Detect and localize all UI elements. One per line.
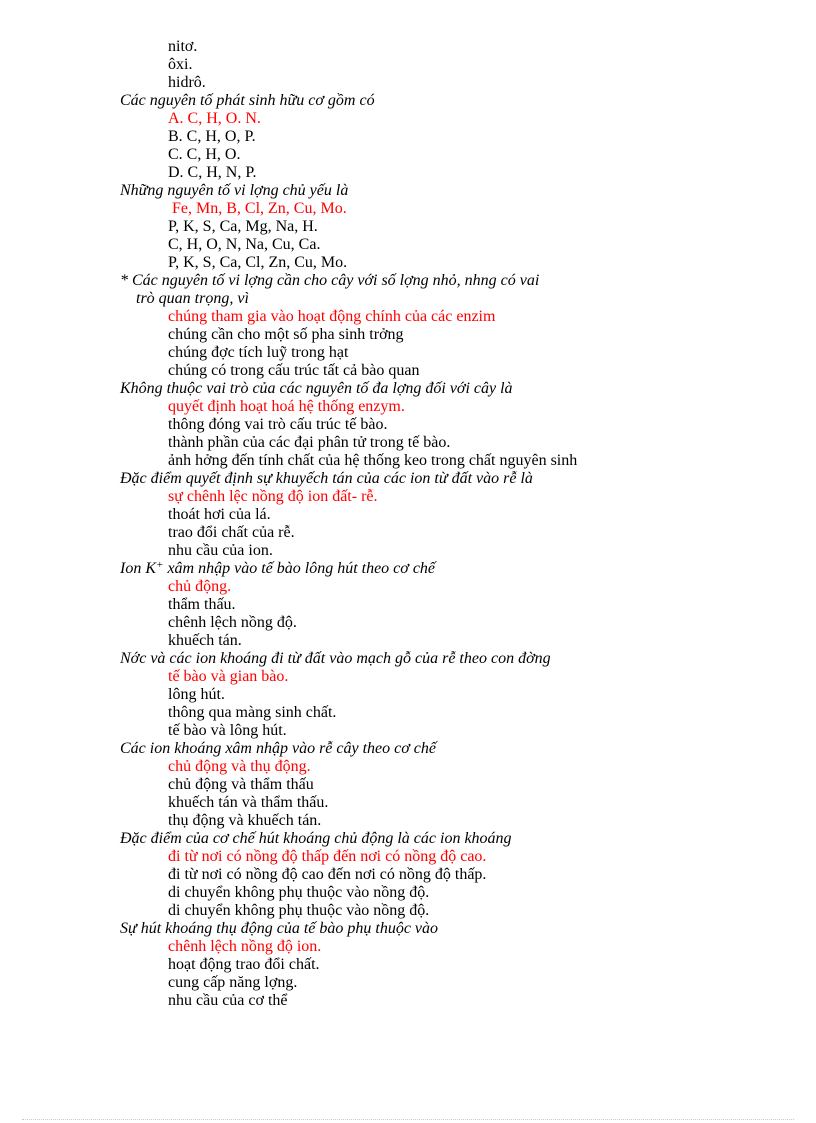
answer-option: khuếch tán và thẩm thấu. — [168, 794, 329, 811]
question-text: Các nguyên tố phát sinh hữu cơ gồm có — [120, 92, 375, 109]
answer-option: thông đóng vai trò cấu trúc tế bào. — [168, 416, 388, 433]
question-text: Nớc và các ion khoáng đi từ đất vào mạch gỗ của rễ theo con đờng — [120, 650, 551, 667]
answer-option: trao đổi chất của rễ. — [168, 524, 295, 541]
answer-option: thông qua màng sinh chất. — [168, 704, 337, 721]
answer-option: chênh lệch nồng độ. — [168, 614, 297, 631]
answer-option: thành phần của các đại phân tử trong tế bào. — [168, 434, 451, 451]
answer-option: C, H, O, N, Na, Cu, Ca. — [168, 236, 321, 253]
question-text: * Các nguyên tố vi lợng cần cho cây với số lợng nhỏ, nhng có vai — [120, 272, 540, 289]
page-bottom-divider — [22, 1119, 794, 1120]
answer-option: thụ động và khuếch tán. — [168, 812, 322, 829]
question-text-part: xâm nhập vào tế bào lông hút theo cơ chế — [163, 560, 436, 577]
answer-option: chúng cần cho một số pha sinh trởng — [168, 326, 404, 343]
question-text — [0, 560, 816, 578]
question-text: Không thuộc vai trò của các nguyên tố đa lợng đối với cây là — [120, 380, 513, 397]
answer-option: di chuyển không phụ thuộc vào nồng độ. — [168, 902, 430, 919]
question-text: Các ion khoáng xâm nhập vào rễ cây theo cơ chế — [120, 740, 436, 757]
answer-option: hidrô. — [168, 74, 206, 91]
question-text-continued: trò quan trọng, vì — [136, 290, 249, 307]
question-text: Sự hút khoáng thụ động của tế bào phụ thuộc vào — [120, 920, 439, 937]
correct-answer: Fe, Mn, B, Cl, Zn, Cu, Mo. — [172, 200, 347, 217]
question-text-part: Ion K — [120, 560, 156, 577]
question-text: Những nguyên tố vi lợng chủ yếu là — [120, 182, 349, 199]
answer-option: tế bào và lông hút. — [168, 722, 287, 739]
answer-option: P, K, S, Ca, Cl, Zn, Cu, Mo. — [168, 254, 348, 271]
answer-option: cung cấp năng lợng. — [168, 974, 298, 991]
answer-option: ôxi. — [168, 56, 193, 73]
answer-option: thẩm thấu. — [168, 596, 236, 613]
answer-option: hoạt động trao đổi chất. — [168, 956, 320, 973]
question-text: Đặc điểm quyết định sự khuyếch tán của các ion từ đất vào rễ là — [120, 470, 533, 487]
correct-answer: sự chênh lệc nồng độ ion đất- rễ. — [168, 488, 378, 505]
correct-answer: chúng tham gia vào hoạt động chính của các enzim — [168, 308, 496, 325]
superscript-charge: + — [156, 559, 164, 571]
answer-option: chúng có trong cấu trúc tất cả bào quan — [168, 362, 420, 379]
answer-option: thoát hơi của lá. — [168, 506, 271, 523]
correct-answer: quyết định hoạt hoá hệ thống enzym. — [168, 398, 405, 415]
answer-option: B. C, H, O, P. — [168, 128, 256, 145]
correct-answer: chủ động. — [168, 578, 232, 595]
answer-option: nhu cầu của cơ thể — [168, 992, 288, 1009]
correct-answer: chênh lệch nồng độ ion. — [168, 938, 322, 955]
answer-option: ảnh hởng đến tính chất của hệ thống keo trong chất nguyên sinh — [168, 452, 578, 469]
answer-option: lông hút. — [168, 686, 225, 703]
correct-answer: tế bào và gian bào. — [168, 668, 289, 685]
quiz-content — [0, 38, 816, 1010]
answer-option: nhu cầu của ion. — [168, 542, 273, 559]
answer-option: di chuyển không phụ thuộc vào nồng độ. — [168, 884, 430, 901]
correct-answer: A. C, H, O. N. — [168, 110, 261, 127]
correct-answer: đi từ nơi có nồng độ thấp đến nơi có nồng độ cao. — [168, 848, 487, 865]
correct-answer: chủ động và thụ động. — [168, 758, 311, 775]
answer-option: nitơ. — [168, 38, 198, 55]
question-text: Đặc điểm của cơ chế hút khoáng chủ động là các ion khoáng — [120, 830, 512, 847]
answer-option: C. C, H, O. — [168, 146, 241, 163]
answer-option: khuếch tán. — [168, 632, 242, 649]
answer-option: chủ động và thẩm thấu — [168, 776, 314, 793]
answer-option: chúng đợc tích luỹ trong hạt — [168, 344, 349, 361]
answer-option: D. C, H, N, P. — [168, 164, 257, 181]
answer-option: đi từ nơi có nồng độ cao đến nơi có nồng độ thấp. — [168, 866, 487, 883]
answer-option: P, K, S, Ca, Mg, Na, H. — [168, 218, 318, 235]
